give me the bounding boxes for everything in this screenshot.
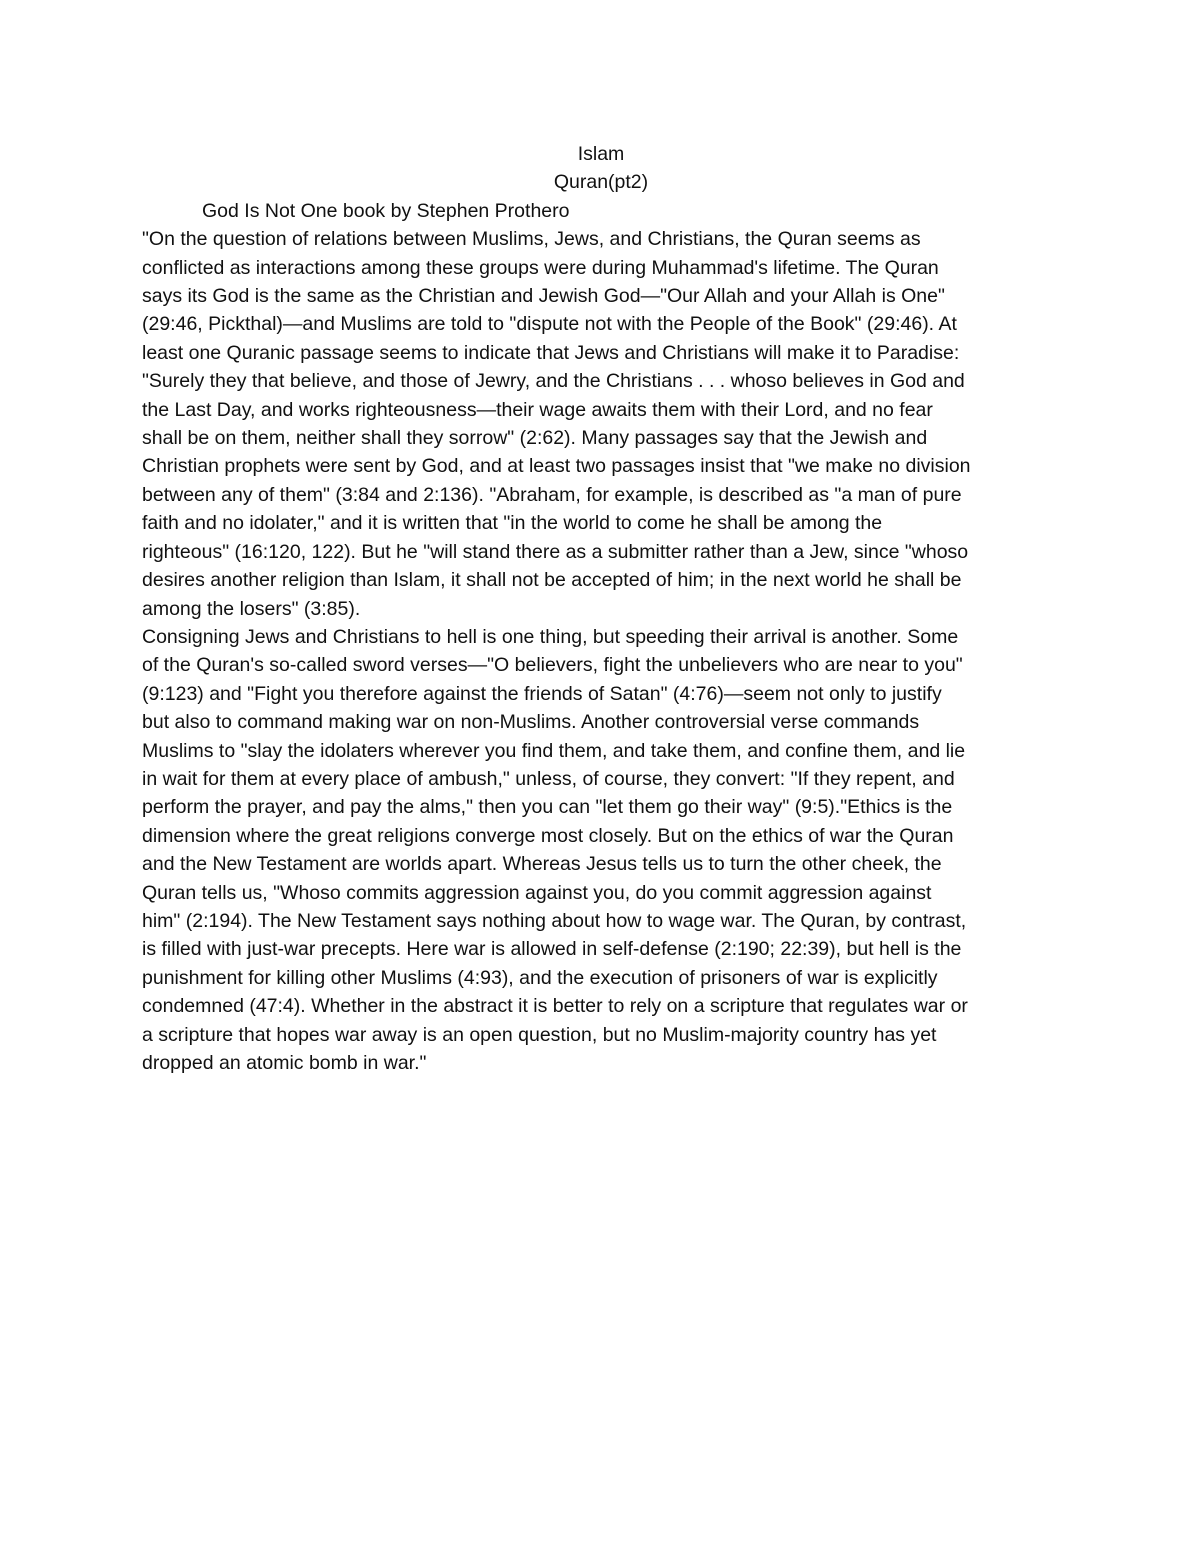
text-line: conflicted as interactions among these groups were during Muhammad's lifetime. The Quran: [142, 256, 939, 279]
text-line: shall be on them, neither shall they sorrow" (2:62). Many passages say that the Jewish and: [142, 427, 928, 450]
text-line: Consigning Jews and Christians to hell is one thing, but speeding their arrival is another. Some: [142, 625, 959, 648]
text-line: him" (2:194). The New Testament says nothing about how to wage war. The Quran, by contrast,: [142, 909, 967, 932]
document-title: Islam: [577, 143, 625, 165]
text-line: between any of them" (3:84 and 2:136). "Abraham, for example, is described as "a man of pure: [142, 483, 962, 506]
text-line: (29:46, Pickthal)—and Muslims are told to "dispute not with the People of the Book" (29:46). At: [142, 313, 957, 336]
document-page: [142, 140, 1062, 1077]
text-line: righteous" (16:120, 122). But he "will stand there as a submitter rather than a Jew, since "whoso: [142, 540, 969, 563]
text-line: among the losers" (3:85).: [142, 597, 361, 620]
text-line: Muslims to "slay the idolaters wherever you find them, and take them, and confine them, and lie: [142, 739, 966, 762]
text-line: least one Quranic passage seems to indicate that Jews and Christians will make it to Paradise:: [142, 341, 960, 364]
text-line: in wait for them at every place of ambush," unless, of course, they convert: "If they repent, and: [142, 767, 955, 790]
paragraph-quote-relations: [142, 225, 1062, 623]
text-line: desires another religion than Islam, it shall not be accepted of him; in the next world he shall be: [142, 569, 962, 592]
text-line: dimension where the great religions converge most closely. But on the ethics of war the Quran: [142, 824, 954, 847]
text-line: and the New Testament are worlds apart. Whereas Jesus tells us to turn the other cheek, the: [142, 853, 942, 876]
source-line: God Is Not One book by Stephen Prothero: [202, 199, 570, 222]
text-line: punishment for killing other Muslims (4:93), and the execution of prisoners of war is explicitly: [142, 966, 938, 989]
paragraph-sword-verses: [142, 623, 1062, 1078]
text-line: dropped an atomic bomb in war.": [142, 1052, 427, 1074]
text-line: the Last Day, and works righteousness—their wage awaits them with their Lord, and no fear: [142, 398, 933, 421]
text-line: but also to command making war on non-Muslims. Another controversial verse commands: [142, 711, 920, 734]
text-line: (9:123) and "Fight you therefore against the friends of Satan" (4:76)—seem not only to justify: [142, 682, 942, 705]
text-line: "On the question of relations between Muslims, Jews, and Christians, the Quran seems as: [142, 228, 921, 251]
text-line: Quran tells us, "Whoso commits aggression against you, do you commit aggression against: [142, 881, 932, 904]
document-subtitle: Quran(pt2): [553, 171, 649, 194]
text-line: faith and no idolater," and it is written that "in the world to come he shall be among the: [142, 512, 883, 535]
text-line: of the Quran's so-called sword verses—"O believers, fight the unbelievers who are near to you": [142, 654, 963, 677]
text-line: condemned (47:4). Whether in the abstract it is better to rely on a scripture that regulates war or: [142, 995, 968, 1018]
text-line: a scripture that hopes war away is an open question, but no Muslim-majority country has yet: [142, 1023, 937, 1046]
text-line: Christian prophets were sent by God, and at least two passages insist that "we make no division: [142, 455, 971, 478]
text-line: "Surely they that believe, and those of Jewry, and the Christians . . . whoso believes in God and: [142, 370, 965, 393]
text-line: is filled with just-war precepts. Here war is allowed in self-defense (2:190; 22:39), but hell is the: [142, 938, 962, 961]
text-line: says its God is the same as the Christian and Jewish God—"Our Allah and your Allah is One": [142, 285, 945, 308]
text-line: perform the prayer, and pay the alms," then you can "let them go their way" (9:5)."Ethics is the: [142, 796, 953, 819]
